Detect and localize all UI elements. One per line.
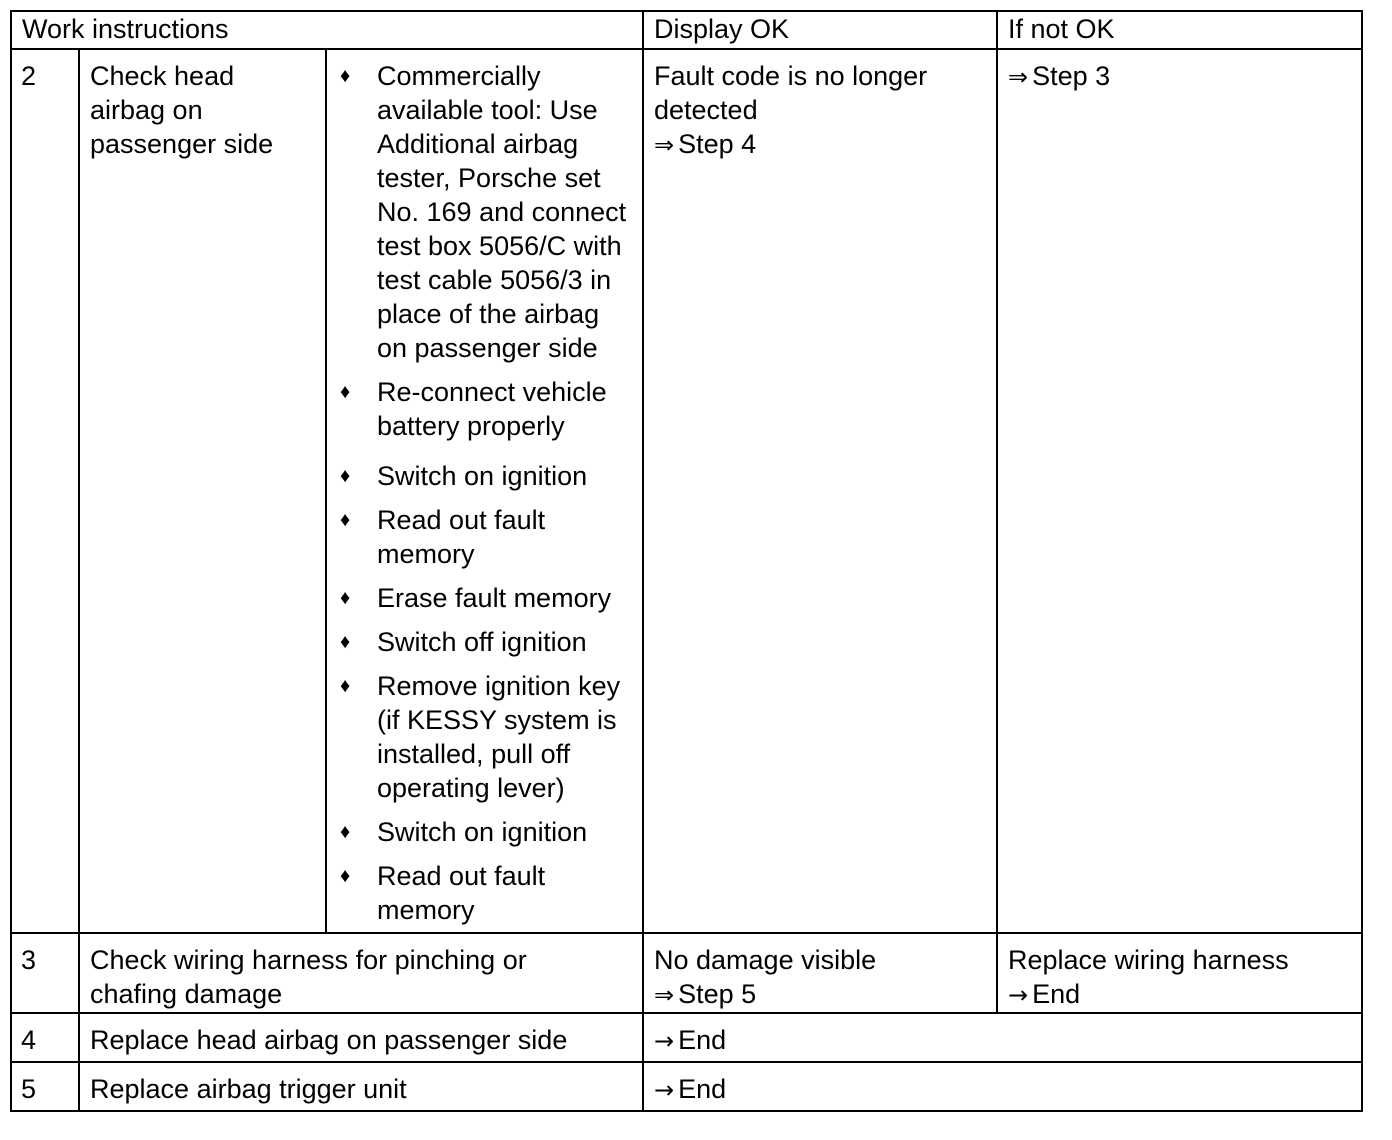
not-ok-target: Step 3: [1032, 61, 1111, 91]
result-cell: [643, 1062, 1362, 1111]
double-arrow-icon: ⇒: [1008, 63, 1029, 91]
result-cell: [643, 1013, 1362, 1062]
bullet-icon: ♦: [340, 509, 351, 531]
header-work-instructions: Work instructions: [11, 11, 643, 49]
instruction-text: Commercially available tool: Use Additional airbag tester, Porsche set No. 169 and connect test box 5056/C with test cable 5056/3 in place of the airbag on passenger side: [377, 61, 627, 363]
header-if-not-ok: If not OK: [997, 11, 1362, 49]
step-number: 3: [11, 933, 79, 1013]
bullet-icon: ♦: [340, 821, 351, 843]
table-header-row: [11, 11, 1362, 49]
not-ok-target: End: [1032, 979, 1081, 1009]
display-ok-target: Step 4: [678, 129, 757, 159]
instruction-item: [337, 625, 632, 659]
not-ok-cell: [997, 933, 1362, 1013]
table-row-step-3: [11, 933, 1362, 1013]
table-row-step-5: [11, 1062, 1362, 1111]
display-ok-link: [654, 977, 986, 1012]
display-ok-text: No damage visible: [654, 945, 877, 975]
instruction-item: [337, 669, 632, 805]
step-title: Check wiring harness for pinching or chafing damage: [79, 933, 643, 1013]
display-ok-text: Fault code is no longer detected: [654, 61, 928, 125]
double-arrow-icon: ⇒: [654, 981, 675, 1009]
instruction-text: Switch off ignition: [377, 627, 587, 657]
result-target: End: [678, 1074, 727, 1104]
step-number: 2: [11, 49, 79, 933]
work-instructions-table: [10, 10, 1363, 1112]
double-arrow-icon: ⇒: [654, 131, 675, 159]
table-row-step-4: [11, 1013, 1362, 1062]
step-title: Replace airbag trigger unit: [79, 1062, 643, 1111]
display-ok-target: Step 5: [678, 979, 757, 1009]
instruction-text: Switch on ignition: [377, 461, 588, 491]
instruction-item: [337, 59, 632, 365]
instruction-item: [337, 815, 632, 849]
bullet-icon: ♦: [340, 675, 351, 697]
not-ok-cell: [997, 49, 1362, 933]
header-display-ok: Display OK: [643, 11, 997, 49]
table-row-step-2: [11, 49, 1362, 933]
result-link: [654, 1025, 726, 1055]
instruction-text: Erase fault memory: [377, 583, 612, 613]
bullet-icon: ♦: [340, 865, 351, 887]
instruction-item: [337, 459, 632, 493]
arrow-right-icon: →: [654, 1076, 675, 1104]
bullet-icon: ♦: [340, 381, 351, 403]
instruction-text: Re-connect vehicle battery properly: [377, 377, 607, 441]
not-ok-link: [1008, 977, 1351, 1012]
not-ok-link: [1008, 59, 1351, 94]
display-ok-link: [654, 127, 986, 162]
instruction-item: [337, 581, 632, 615]
instruction-text: Read out fault memory: [377, 861, 546, 925]
instruction-text: Read out fault memory: [377, 505, 546, 569]
step-title: Replace head airbag on passenger side: [79, 1013, 643, 1062]
result-target: End: [678, 1025, 727, 1055]
step-title: Check head airbag on passenger side: [79, 49, 326, 933]
instruction-item: [337, 503, 632, 571]
step-number: 5: [11, 1062, 79, 1111]
step-instructions: [326, 49, 643, 933]
instruction-text: Switch on ignition: [377, 817, 588, 847]
instruction-text: Remove ignition key (if KESSY system is installed, pull off operating lever): [377, 671, 621, 803]
bullet-icon: ♦: [340, 587, 351, 609]
instruction-list: [337, 59, 632, 927]
display-ok-cell: [643, 933, 997, 1013]
bullet-icon: ♦: [340, 631, 351, 653]
arrow-right-icon: →: [1008, 981, 1029, 1009]
bullet-icon: ♦: [340, 465, 351, 487]
step-number: 4: [11, 1013, 79, 1062]
instruction-item: [337, 375, 632, 443]
result-link: [654, 1074, 726, 1104]
bullet-icon: ♦: [340, 65, 351, 87]
arrow-right-icon: →: [654, 1027, 675, 1055]
instruction-item: [337, 859, 632, 927]
not-ok-text: Replace wiring harness: [1008, 945, 1289, 975]
display-ok-cell: [643, 49, 997, 933]
